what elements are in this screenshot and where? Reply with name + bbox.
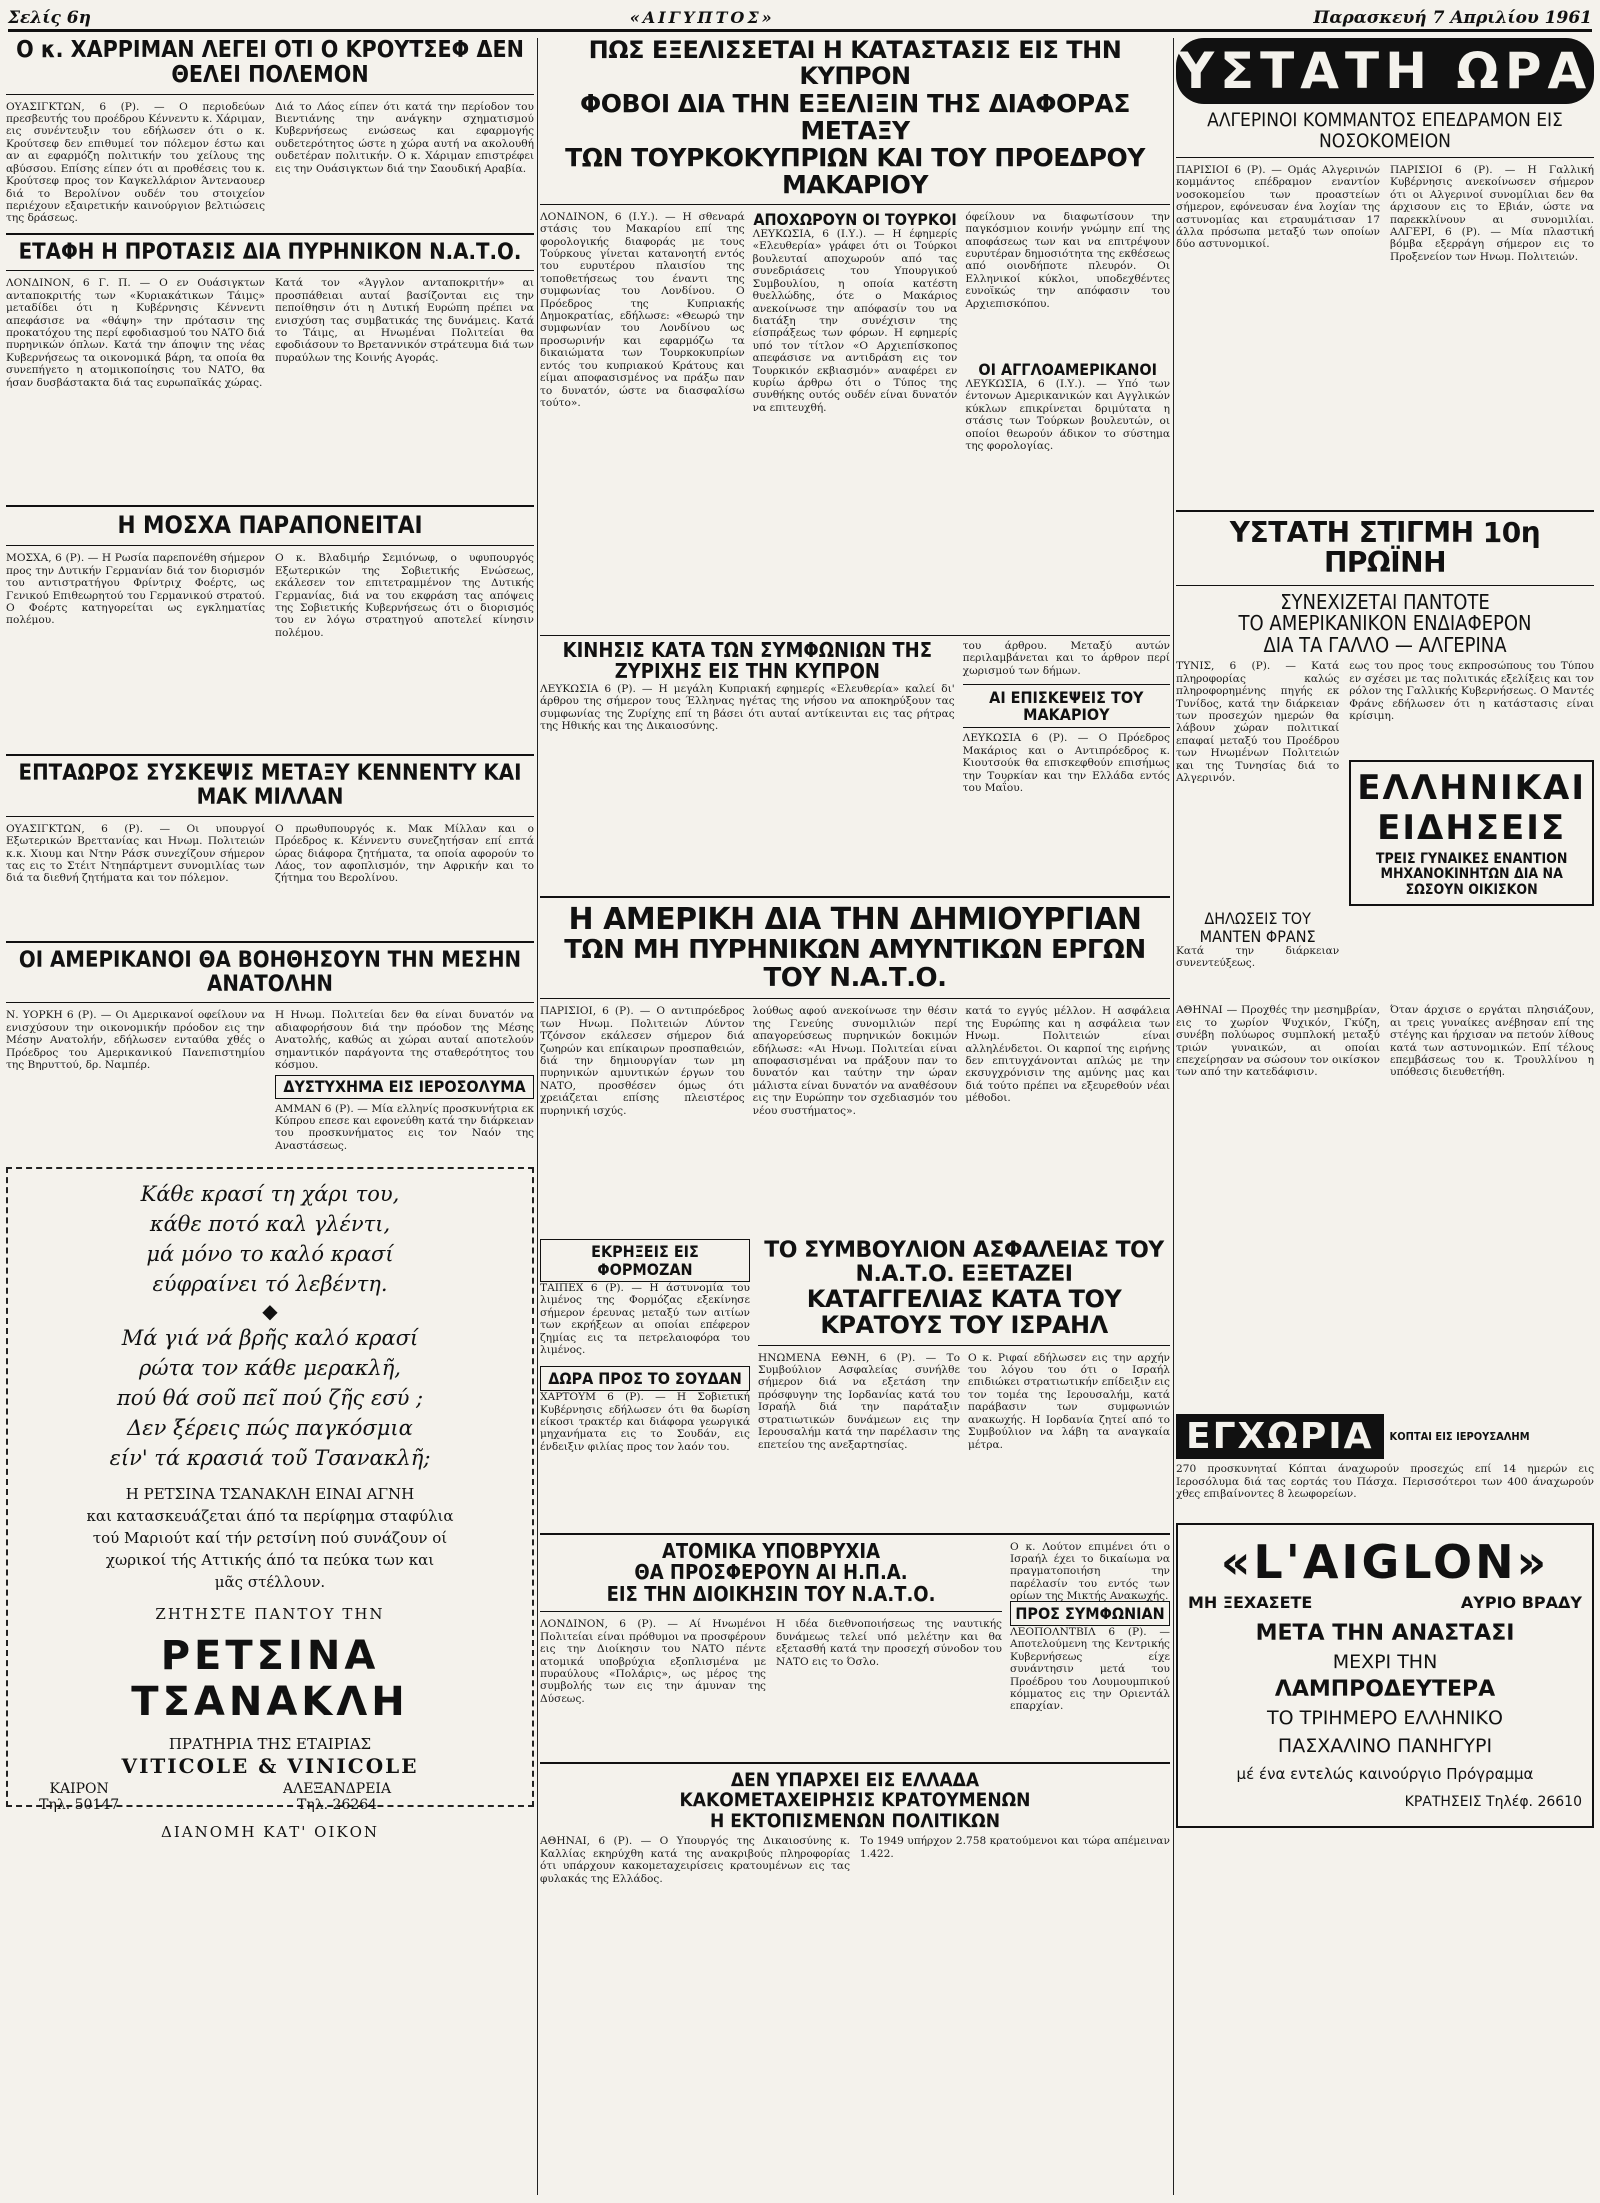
article-body: Ο κ. Βλαδιμήρ Σεμιόνωφ, ο υφυπουργός Εξωτερικών της Σοβιετικής Ενώσεως, εκάλεσεν τον επιτετραμμένον της Δυτικής Γερμανίας, διά να του εκφράση τας απόψεις της Σοβιετικής Κυβερνήσεως ότι ο διορισμός του εν λόγω στρατηγού αποτελεί κίνησιν πολέμου. [275, 552, 534, 639]
subheading: ΑΠΟΧΩΡΟΥΝ ΟΙ ΤΟΥΡΚΟΙ [753, 209, 957, 229]
article-zurich [540, 635, 1170, 890]
ad-text: Η ΡΕΤΣΙΝΑ ΤΣΑΝΑΚΛΗ ΕΙΝΑΙ ΑΓΝΗ και κατασκευάζεται άπό τα περίφημα σταφύλια τού Μαριούτ καί τήν ρετσίνη πού συνάζουν οί χωρικοί τής Αττικής άπό τα πεύκα των και μᾶς στέλλουν. ΖΗΤΗΣΤΕ ΠΑΝΤΟΥ ΤΗΝ [86, 1485, 454, 1624]
center-column [540, 38, 1170, 2195]
section-title: ΕΛΛΗΝΙΚΑΙ [1357, 768, 1586, 809]
article-body: ΛΟΝΔΙΝΟΝ, 6 (Ι.Υ.). — Η σθεναρά στάσις του Μακαρίου επί της φορολογικής διαφοράς με τους Τούρκους γίνεται κατανοητή εντός του ευρυτέρου πλαισίου της τοποθετήσεως του έναντι της συμφωνίας του Λονδίνου. Ο Πρόεδρος της Κυπριακής Δημοκρατίας, εδήλωσε: «Θεωρώ την συμφωνίαν του Λονδίνου ως προσωρινήν και εφαρμόζω τα δικαιώματα των Τουρκοκυπρίων εντός του κυπριακού Κράτους και είμαι αποφασισμένος να πράξω παν το δυνατόν, ώστε να διασφαλίσω τούτο». [540, 210, 745, 409]
article-headline: ΔΩΡΑ ΠΡΟΣ ΤΟ ΣΟΥΔΑΝ [540, 1366, 750, 1391]
advertisement-aiglon [1176, 1523, 1594, 1828]
article-headline: ΚΑΤΑΓΓΕΛΙΑΣ ΚΑΤΑ ΤΟΥ ΚΡΑΤΟΥΣ ΤΟΥ ΙΣΡΑΗΛ [806, 1284, 1122, 1339]
article-three-women [1176, 1004, 1594, 1404]
article-cyprus [540, 38, 1170, 631]
article-headline: ΔΙΑ ΤΑ ΓΑΛΛΟ — ΑΛΓΕΡΙΝΑ [1263, 632, 1507, 657]
article-local [1176, 1414, 1594, 1513]
article-body: Διά το Λάος είπεν ότι κατά την περίοδον του Βιεντιάνης την ανάγκην σχηματισμού Κυβερνήσεως ενώσεως και εφαρμογής ουδετερότητος ώστε η χώρα αυτή να ακολουθή ουδετέραν πολιτικήν. Ο κ. Χάριμαν επιστρέφει εις την Ουάσιγκτων διά την Σαουδική Αραβία. [275, 100, 534, 175]
article-body: ΛΟΝΔΙΝΟΝ, 6 Γ. Π. — Ο εν Ουάσιγκτων ανταποκριτής των «Κυριακάτικων Τάιμς» μεταδίδει ότι η Κυβέρνησις Κέννεντι απεφάσισε να «θάψη» την πρότασιν της προκατόχου της περί εφοδιασμού του ΝΑΤΟ διά πυρηνικών όπλων. Κατά την άποψιν της νέας Κυβερνήσεως τα οικονομικά βάρη, τα οποία θα συνεπήγετο η ατομικοποίησις του ΝΑΤΟ, θα ήσαν δυσβάστακτα διά τας ευρωπαϊκάς χώρας. [6, 277, 265, 389]
article-body: Το 1949 υπήρχον 2.758 κρατούμενοι και τώρα απέμειναν 1.422. [860, 1835, 1170, 1860]
ad-shops: ΠΡΑΤΗΡΙΑ ΤΗΣ ΕΤΑΙΡΙΑΣ [168, 1735, 372, 1754]
article-algeria-hospital [1176, 110, 1594, 504]
article-headline: ΦΟΒΟΙ ΔΙΑ ΤΗΝ ΕΞΕΛΙΞΙΝ ΤΗΣ ΔΙΑΦΟΡΑΣ ΜΕΤΑΞΥ [580, 88, 1130, 145]
article-headline: ΣΥΝΕΧΙΖΕΤΑΙ ΠΑΝΤΟΤΕ [1280, 589, 1490, 614]
article-kennedy-macmillan [6, 762, 534, 935]
ad-poem: Μά γιά νά βρῆς καλό κρασί ρώτα τον κάθε μερακλῆ, πού θά σοῦ πεῖ πού ζῆς εσύ ; Δεν ξέρεις πώς παγκόσμια είν' τά κρασιά τοῦ Τσανακλῆ; [109, 1326, 431, 1471]
article-headline: Ο κ. ΧΑΡΡΙΜΑΝ ΛΕΓΕΙ ΟΤΙ Ο ΚΡΟΥΤΣΕΦ ΔΕΝ ΘΕΛΕΙ ΠΟΛΕΜΟΝ [16, 37, 524, 88]
article-nato-works [540, 901, 1171, 1236]
subheading: ΠΡΟΣ ΣΥΜΦΩΝΙΑΝ [1010, 1601, 1170, 1626]
column-divider [537, 38, 538, 2195]
article-headline: ΠΩΣ ΕΞΕΛΙΣΣΕΤΑΙ Η ΚΑΤΑΣΤΑΣΙΣ ΕΙΣ ΤΗΝ ΚΥΠΡΟΝ [588, 36, 1122, 90]
article-body: κατά το εγγύς μέλλον. Η ασφάλεια της Ευρώπης και η ασφάλεια των Ηνωμ. Πολιτειών είναι αλληλένδετοι. Οι καρποί της ειρήνης δεν επιτυγχάνονται απλώς με την εκσυγχρόνισιν της αμύνης μας και διά τούτο πρέπει να εξευρεθούν νέαι μέθοδοι. [965, 1005, 1171, 1105]
subheading: ΚΟΠΤΑΙ ΕΙΣ ΙΕΡΟΥΣΑΛΗΜ [1389, 1429, 1530, 1443]
article-body: Όταν άρχισε ο εργάται πλησιάζουν, αι τρεις γυναίκες ανέβησαν επί της στέγης και ήρχισαν να πετούν λίθους κατά των αστυνομικών. Επί τέλους επεμβάσεως του κ. Τρουλλίνου η υπόθεσις διευθετήθη. [1390, 1004, 1594, 1079]
article-headline: Η ΕΚΤΟΠΙΣΜΕΝΩΝ ΠΟΛΙΤΙΚΩΝ [709, 1809, 1000, 1832]
article-body: ΠΑΡΙΣΙΟΙ 6 (Ρ). — Η Γαλλική Κυβέρνησις ανεκοίνωσεν σήμερον ότι οι Αλγερινοί συνομίλιαι δεν θα άρχισουν εις το Εβιάν, ώστε να παρεκκλίνουν αι συνομιλίαι. ΑΛΓΕΡΙ, 6 (Ρ). — Μία πλαστική βόμβα εξερράγη σήμερον εις το Προξενείον των Ηνωμ. Πολιτειών. [1390, 164, 1594, 263]
article-headline: ΕΤΑΦΗ Η ΠΡΟΤΑΣΙΣ ΔΙΑ ΠΥΡΗΝΙΚΟΝ Ν.Α.Τ.Ο. [18, 239, 522, 265]
newspaper-title: «ΑΙΓΥΠΤΟΣ» [629, 8, 775, 27]
section-title: ΕΙΔΗΣΕΙΣ [1377, 808, 1567, 849]
last-hour-banner: ΥΣΤΑΤΗ ΩΡΑ [1176, 38, 1594, 104]
article-last-moment [1176, 518, 1594, 1000]
article-body: λούθως αφού ανεκοίνωσε την θέσιν της Γενεύης συνομιλιών περί απαγορεύσεως πυρηνικών δοκιμών εδήλωσε: «Αι Ηνωμ. Πολιτείαι είναι αποφασισμέναι να πράξουν παν το δυνατόν και ταύτην την ώραν μάλιστα είναι δυνατόν να αναθέσουν εις την Ευρώπην τον σχεδιασμόν του νέου συστήματος». [752, 1005, 958, 1117]
ad-line: ΤΟ ΤΡΙΗΜΕΡΟ ΕΛΛΗΝΙΚΟ [1267, 1707, 1503, 1730]
article-headline: ΕΠΤΑΩΡΟΣ ΣΥΣΚΕΨΙΣ ΜΕΤΑΞΥ ΚΕΝΝΕΝΤΥ ΚΑΙ ΜΑΚ ΜΙΛΛΑΝ [18, 761, 522, 811]
ad-addresses: ΚΑΙΡΟΝ Τηλ. 50147 ΑΛΕΞΑΝΔΡΕΙΑ Τηλ. 26264 [39, 1781, 392, 1814]
ad-company: VITICOLE & VINICOLE [121, 1754, 419, 1779]
article-body: ΗΝΩΜΕΝΑ ΕΘΝΗ, 6 (Ρ). — Το Συμβούλιον Ασφαλείας συνήλθε σήμερον διά να εξετάση την πρόσφυγην της Ιορδανίας κατά του Ισραήλ διά την παράταξιν στρατιωτικών δυνάμεων εις την Ιερουσαλήμ κατά την παρέλασιν της επετείου της ανεξαρτησίας. [758, 1351, 960, 1451]
venue-name: «L'AIGLON» [1220, 1535, 1550, 1590]
article-body: ΜΟΣΧΑ, 6 (Ρ). — Η Ρωσία παρεπονέθη σήμερον προς την Δυτικήν Γερμανίαν διά τον διορισμόν του αντιστρατήγου Φρίντριχ Φοέρτς, ως Γενικού Επιθεωρητού του Γερμανικού στρατού. Ο Φοέρτς κατηγορείται ως εγκληματίας πολέμου. [6, 552, 265, 627]
ad-line: μέ ένα εντελώς καινούργιο Πρόγραμμα [1236, 1765, 1534, 1784]
article-body: του άρθρου. Μεταξύ αυτών περιλαμβάνεται και το άρθρον περί χωρισμού των δήμων. [962, 639, 1170, 677]
article-body: Η ιδέα διεθνοποιήσεως της ναυτικής δυνάμεως τελεί υπό μελέτην και θα εξετασθή κατά την προσεχή σύνοδον του ΝΑΤΟ εις το Όσλο. [776, 1618, 1002, 1668]
ad-line: ΜΕΧΡΙ ΤΗΝ [1332, 1651, 1438, 1674]
article-headline: ΑΛΓΕΡΙΝΟΙ ΚΟΜΜΑΝΤΟΣ ΕΠΕΔΡΑΜΟΝ ΕΙΣ ΝΟΣΟΚΟΜΕΙΟΝ [1207, 109, 1563, 152]
article-body: Ν. ΥΟΡΚΗ 6 (Ρ). — Οι Αμερικανοί οφείλουν να ενισχύσουν την οικονομικήν πρόοδον εις την Μέσην Ανατολήν, εδήλωσεν ενταύθα χθές ο Πρόεδρος του Αμερικανικού Πανεπιστημίου της Βηρυττού, δρ. Ναμπέρ. [6, 1009, 265, 1071]
article-body: ΛΟΝΔΙΝΟΝ, 6 (Ρ). — Αί Ηνωμένοι Πολιτείαι είναι πρόθυμοι να προσφέρουν εις την Διοίκησιν του ΝΑΤΟ πέντε ατομικά υποβρύχια εξοπλισμένα με πυραύλους «Πολάρις», ως μέρος της συμβολής των εις την άμυναν της Δύσεως. [540, 1618, 766, 1705]
subheading: ΤΡΕΙΣ ΓΥΝΑΙΚΕΣ ΕΝΑΝΤΙΟΝ ΜΗΧΑΝΟΚΙΝΗΤΩΝ ΔΙΑ ΝΑ ΣΩΣΟΥΝ ΟΙΚΙΣΚΟΝ [1375, 851, 1568, 898]
column-divider [1173, 38, 1174, 2195]
ad-poem: Κάθε κρασί τη χάρι του, κάθε ποτό καλ γλέντι, μά μόνο το καλό κρασί εύφραίνει τό λεβέντη. [140, 1182, 400, 1297]
article-body: 270 προσκυνηταί Κόπται άναχωρούν προσεχώς επί 14 ημερών εις Ιεροσόλυμα διά τας εορτάς του Πάσχα. Περισσότεροι των 400 άναχωρούν χθες επιβαίνοντες 8 λεωφορείων. [1176, 1463, 1594, 1501]
article-body: ΠΑΡΙΣΙΟΙ 6 (Ρ). — Ομάς Αλγερινών κομμάντος επέδραμον εναντίον νοσοκομείου των προαστείων σήμερον, εφόνευσαν ένα λοχίαν της αστυνομίας και ετραυμάτισαν 17 άλλα πρόσωπα μεταξύ των οποίων δύο αστυνομικοί. [1176, 164, 1380, 251]
article-body: ΛΕΥΚΩΣΙΑ, 6 (Ι.Υ.). — Υπό των έντονων Αμερικανικών και Αγγλικών κύκλων επικρίνεται δριμύτατα η στάσις των Τούρκων βουλευτών, οι οποίοι θεωρούν άδικον το σύστημα της φορολογίας. [965, 378, 1171, 453]
article-body: ΟΥΑΣΙΓΚΤΩΝ, 6 (Ρ). — Ο περιοδεύων πρεσβευτής του προέδρου Κέννεντυ κ. Χάριμαν, εις συνέντευξιν του εδήλωσεν ότι ο κ. Κρούτσεφ δεν επιθυμεί τον πόλεμον έστω και αν αι εφαρμόζη πολιτικήν του χείλους της αβύσσου. Επίσης είπεν ότι αι προθέσεις του κ. Κρούτσεφ προς τον Καγκελλάριον Άντεναουερ διά το Βερολίνον ουδέν του στοιχείον περιέχουν εξαιρετικήν καινούργιον βελτιώσεις της δράσεως. [6, 100, 265, 225]
subheading: ΔΗΛΩΣΕΙΣ ΤΟΥ ΜΑΝΤΕΝ ΦΡΑΝΣ [1199, 909, 1316, 946]
article-headline: ΤΟ ΣΥΜΒΟΥΛΙΟΝ ΑΣΦΑΛΕΙΑΣ ΤΟΥ Ν.Α.Τ.Ο. ΕΞΕΤΑΖΕΙ [764, 1238, 1164, 1288]
ad-line: ΜΕΤΑ ΤΗΝ ΑΝΑΣΤΑΣΙ [1255, 1621, 1515, 1647]
subheading: ΟΙ ΑΓΓΛΟΑΜΕΡΙΚΑΝΟΙ [978, 359, 1157, 379]
article-body: εως του προς τους εκπροσώπους του Τύπου εν σχέσει με τας πολιτικάς εξελίξεις και τον ρόλον της Γαλλικής Κυβερνήσεως. Ο Μαντές Φράνς εδήλωσεν ότι η κατάστασις είναι κρίσιμη. [1349, 660, 1594, 722]
article-headline: ΔΥΣΤΥΧΗΜΑ ΕΙΣ ΙΕΡΟΣΟΛΥΜΑ [275, 1075, 534, 1098]
article-body: Κατά την διάρκειαν συνεντεύξεως. [1176, 944, 1340, 970]
article-body: ΤΥΝΙΣ, 6 (Ρ). — Κατά πληροφορίας καλώς πληροφορημένης πηγής εκ Τυνίδος, κατά την διάρκειαν των προσεχών ημερών θα λάβουν χώραν πολιτικαί επαφαί μεταξύ του Προέδρου των Ηνωμένων Πολιτειών και της Τυνησίας διά το Αλγερινόν. [1176, 660, 1340, 784]
article-headline: ΚΑΚΟΜΕΤΑΧΕΙΡΗΣΙΣ ΚΡΑΤΟΥΜΕΝΩΝ [679, 1789, 1031, 1812]
article-body: ΛΕΥΚΩΣΙΑ 6 (Ρ). — Η μεγάλη Κυπριακή εφημερίς «Ελευθερία» καλεί δι' άρθρου της σήμερον τους Έλληνας ηγέτας της νήσου να αποκηρύξουν τας συμφωνίας της Ζυρίχης επί τη βάσει ότι αυταί αντίκεινται εις τας ρήτρας της Ηθικής και της Δικαιοσύνης. [540, 683, 955, 733]
article-headline: ΟΙ ΑΜΕΡΙΚΑΝΟΙ ΘΑ ΒΟΗΘΗΣΟΥΝ ΤΗΝ ΜΕΣΗΝ ΑΝΑΤΟΛΗΝ [18, 947, 522, 997]
article-moscow [6, 513, 534, 748]
article-body: ΧΑΡΤΟΥΜ 6 (Ρ). — Η Σοβιετική Κυβέρνησις εδήλωσεν ότι θα δωρίση είκοσι τρακτέρ και διάφορα γεωργικά μηχανήματα εις το Σουδάν, εις ένδειξιν φιλίας προς τον λαόν του. [540, 1391, 750, 1453]
article-body: ΑΘΗΝΑΙ, 6 (Ρ). — Ο Υπουργός της Δικαιοσύνης κ. Καλλίας εκηρύχθη κατά της ανακριβούς πληροφορίας ότι υπάρχουν κακομεταχειρίσεις κρατουμένων εις τας φυλακάς της Ελλάδος. [540, 1835, 850, 1885]
article-body: ΛΕΟΠΟΛΝΤΒΙΛ 6 (Ρ). — Αποτελούμενη της Κεντρικής Κυβερνήσεως είχε συνάντησιν μετά του Προέδρου του Λουμουμπικού κόμματος εις την Οριεντάλ επαρχίαν. [1010, 1625, 1170, 1713]
article-headline: ΕΚΡΗΞΕΙΣ ΕΙΣ ΦΟΡΜΟΖΑΝ [540, 1239, 750, 1282]
ad-line: ΛΑΜΠΡΟΔΕΥΤΕΡΑ [1274, 1677, 1496, 1703]
ad-tagline: ΑΥΡΙΟ ΒΡΑΔΥ [1460, 1593, 1582, 1613]
article-headline: ΘΑ ΠΡΟΣΦΕΡΟΥΝ ΑΙ Η.Π.Α. [634, 1560, 908, 1585]
article-headline: ΤΩΝ ΤΟΥΡΚΟΚΥΠΡΙΩΝ ΚΑΙ ΤΟΥ ΠΡΟΕΔΡΟΥ ΜΑΚΑΡΙΟΥ [565, 142, 1145, 199]
article-body: ΛΕΥΚΩΣΙΑ, 6 (Ι.Υ.). — Η έφημερίς «Ελευθερία» γράφει ότι οι Τούρκοι βουλευταί αποχωρούν από τας συνεδριάσεις του Υπουργικού Συμβουλίου, η οποία κατέστη θυελλώδης, ότε ο Μακάριος ανεκοίνωσε την απόφασίν του να διατάξη την συνέχισιν της είσπράξεως των φόρων. Η εφημερίς υπό τον τίτλον «Ο Αρχιεπίσκοπος απεφάσισε να αντιδράση εις τον Τουρκικόν εκβιασμόν» αναφέρει εν κυρίω άρθρω ότι ο Τύπος της συνθήκης ουτός ουδέν είναι δυνατόν να επιτευχθή. [752, 228, 958, 414]
article-headline: ΑΤΟΜΙΚΑ ΥΠΟΒΡΥΧΙΑ [661, 1538, 881, 1563]
article-middle-east [6, 949, 534, 1160]
ad-tagline: ΜΗ ΞΕΧΑΣΕΤΕ [1188, 1593, 1313, 1613]
advertisement-retsina [6, 1167, 534, 1842]
article-greek-prisoners [540, 1770, 1170, 1926]
issue-date: Παρασκευή 7 Απριλίου 1961 [1313, 7, 1592, 28]
ad-brand: ΡΕΤΣΙΝΑ ΤΣΑΝΑΚΛΗ [131, 1633, 409, 1726]
article-headline: Η ΑΜΕΡΙΚΗ ΔΙΑ ΤΗΝ ΔΗΜΙΟΥΡΓΙΑΝ [568, 901, 1142, 937]
subheading: ΑΙ ΕΠΙΣΚΕΨΕΙΣ ΤΟΥ ΜΑΚΑΡΙΟΥ [963, 684, 1170, 729]
ad-phone: ΚΡΑΤΗΣΕΙΣ Τηλέφ. 26610 [1404, 1794, 1582, 1811]
left-column [6, 38, 534, 2195]
article-harriman [6, 38, 534, 227]
article-headline: ΤΩΝ ΜΗ ΠΥΡΗΝΙΚΩΝ ΑΜΥΝΤΙΚΩΝ ΕΡΓΩΝ ΤΟΥ Ν.Α.Τ.Ο. [564, 935, 1146, 994]
article-body: ΛΕΥΚΩΣΙΑ 6 (Ρ). — Ο Πρόεδρος Μακάριος και ο Αντιπρόεδρος κ. Κιουτσούκ θα επισκεφθούν επισήμως την Τουρκίαν και την Ελλάδα εντός του Μαΐου. [962, 732, 1170, 794]
article-headline: Η ΜΟΣΧΑ ΠΑΡΑΠΟΝΕΙΤΑΙ [117, 511, 423, 540]
article-nato-proposal [6, 241, 534, 500]
article-body: ΑΘΗΝΑΙ — Προχθές την μεσημβρίαν, εις το χωρίον Ψυχικόν, Γκύζη, συνέβη πολύωρος συμπλοκή μεταξύ τριών γυναικών, αι οποίαι επεχείρησαν να σώσουν τον οικίσκον των από την κατεδάφισιν. [1176, 1004, 1380, 1079]
diamond-ornament-icon: ◆ [262, 1299, 278, 1324]
article-headline: ΕΙΣ ΤΗΝ ΔΙΟΙΚΗΣΙΝ ΤΟΥ Ν.Α.Τ.Ο. [606, 1581, 936, 1606]
ad-line: ΠΑΣΧΑΛΙΝΟ ΠΑΝΗΓΥΡΙ [1277, 1735, 1493, 1758]
page-number: Σελίς 6η [8, 7, 91, 28]
local-news-logo: ΕΓΧΩΡΙΑ [1176, 1414, 1384, 1459]
article-headline: ΔΕΝ ΥΠΑΡΧΕΙ ΕΙΣ ΕΛΛΑΔΑ [730, 1768, 980, 1791]
article-body: ΠΑΡΙΣΙΟΙ, 6 (Ρ). — Ο αντιπρόεδρος των Ηνωμ. Πολιτειών Λύντον Τζόνσον εκάλεσεν σήμερον διά ζωηρών και επίκαιρων προσπαθειών, διά την δημιουργίαν των μη πυρηνικών αμυντικών έργων του ΝΑΤΟ, προσθέσεν όμως ότι χρειάζεται επίσης πλειστέρος πυρηνική ισχύς. [540, 1005, 745, 1117]
masthead [8, 6, 1592, 32]
article-body: ΟΥΑΣΙΓΚΤΩΝ, 6 (Ρ). — Οι υπουργοί Εξωτερικών Βρεττανίας και Ηνωμ. Πολιτειών κ.κ. Χιουμ και Ντην Ράσκ συνεχίζουν σήμερον τας εις το Στέιτ Ντηπάρτμεντ συνομιλίας των διά τα διεθνή ζητήματα και τον πόλεμον. [6, 822, 265, 885]
article-body: Ο κ. Λούτον επιμένει ότι ο Ισραήλ έχει το δικαίωμα να πραγματοποιήση την παρέλασίν του εντός των ορίων της Μικτής Ανακωχής. [1010, 1540, 1170, 1603]
ad-delivery: ΔΙΑΝΟΜΗ ΚΑΤ' ΟΙΚΟΝ [160, 1823, 379, 1842]
article-body: ΑΜΜΑΝ 6 (Ρ). — Μία ελληνίς προσκυνήτρια εκ Κύπρου επεσε και εφονεύθη κατά την διάρκειαν του προσκυνήματος εις τον Ναόν της Αναστάσεως. [275, 1102, 534, 1152]
article-body: Η Ηνωμ. Πολιτείαι δεν θα είναι δυνατόν να αδιαφορήσουν διά την πρόοδον της Μέσης Ανατολής, καθώς αι χώραι αυταί αποτελούν σημαντικόν παράγοντα της σταθερότητος του κόσμου. [275, 1009, 534, 1071]
right-column [1176, 38, 1594, 2195]
article-body: Ο πρωθυπουργός κ. Μακ Μίλλαν και ο Πρόεδρος κ. Κέννεντυ συνεζητήσαν επί επτά ώρας διάφορα ζητήματα, τα οποία αφορούν το Λάος, τον αφοπλισμόν, την Αφρικήν και το ζήτημα του Βερολίνου. [275, 822, 534, 885]
article-body: όφείλουν να διαφωτίσουν την παγκόσμιον κοινήν γνώμην επί της αποφάσεως των και να επιτρέψουν ευρυτέραν δημοσιότητα της εκθέσεως από οιονδήποτε πλευρόν. Οι Ελληνικοί κύκλοι, υποδεχθέντες ευνοϊκώς την απόφασιν του Αρχιεπισκόπου. [965, 210, 1171, 310]
article-headline: ΤΟ ΑΜΕΡΙΚΑΝΙΚΟΝ ΕΝΔΙΑΦΕΡΟΝ [1238, 611, 1532, 636]
article-headline: ΚΙΝΗΣΙΣ ΚΑΤΑ ΤΩΝ ΣΥΜΦΩΝΙΩΝ ΤΗΣ ΖΥΡΙΧΗΣ ΕΙΣ ΤΗΝ ΚΥΠΡΟΝ [562, 637, 932, 684]
article-body: Κατά τον «Άγγλον ανταποκριτήν» αι προσπάθειαι αυταί βασίζονται εις την πεποίθησιν ότι η Δυτική Ευρώπη πρέπει να ενισχύση τας συμβατικάς της δυνάμεις. Κατά το Τάιμς, αι Ηνωμέναι Πολιτείαι θα εφοδιάσουν το Βρεταννικόν στράτευμα διά των πυραύλων της Κοινής Αγοράς. [275, 277, 534, 364]
article-body: ΤΑΙΠΕΧ 6 (Ρ). — Η άστυνομία του λιμένος της Φορμόζας εξεκίνησε σήμερον έρευνας μεταξύ των αιτίων των εκρήξεων αι οποίαι επέφερον ζημίας εις τα πετρελαιοφόρα του λιμένος. [540, 1281, 750, 1356]
article-body: Ο κ. Ριφαί εδήλωσεν εις την αρχήν του λόγου του ότι ο Ισραήλ επιδιώκει στρατιωτικήν επίδειξιν εις τον τομέα της Ιερουσαλήμ, κατά παράβασιν των συμφωνιών ανακωχής. Η Ιορδανία ζητεί από το Συμβούλιον να λάβη τα αναγκαία μέτρα. [968, 1351, 1170, 1451]
greek-news-box [1349, 760, 1594, 905]
article-headline: ΥΣΤΑΤΗ ΣΤΙΓΜΗ 10η ΠΡΩΪΝΗ [1229, 516, 1541, 580]
